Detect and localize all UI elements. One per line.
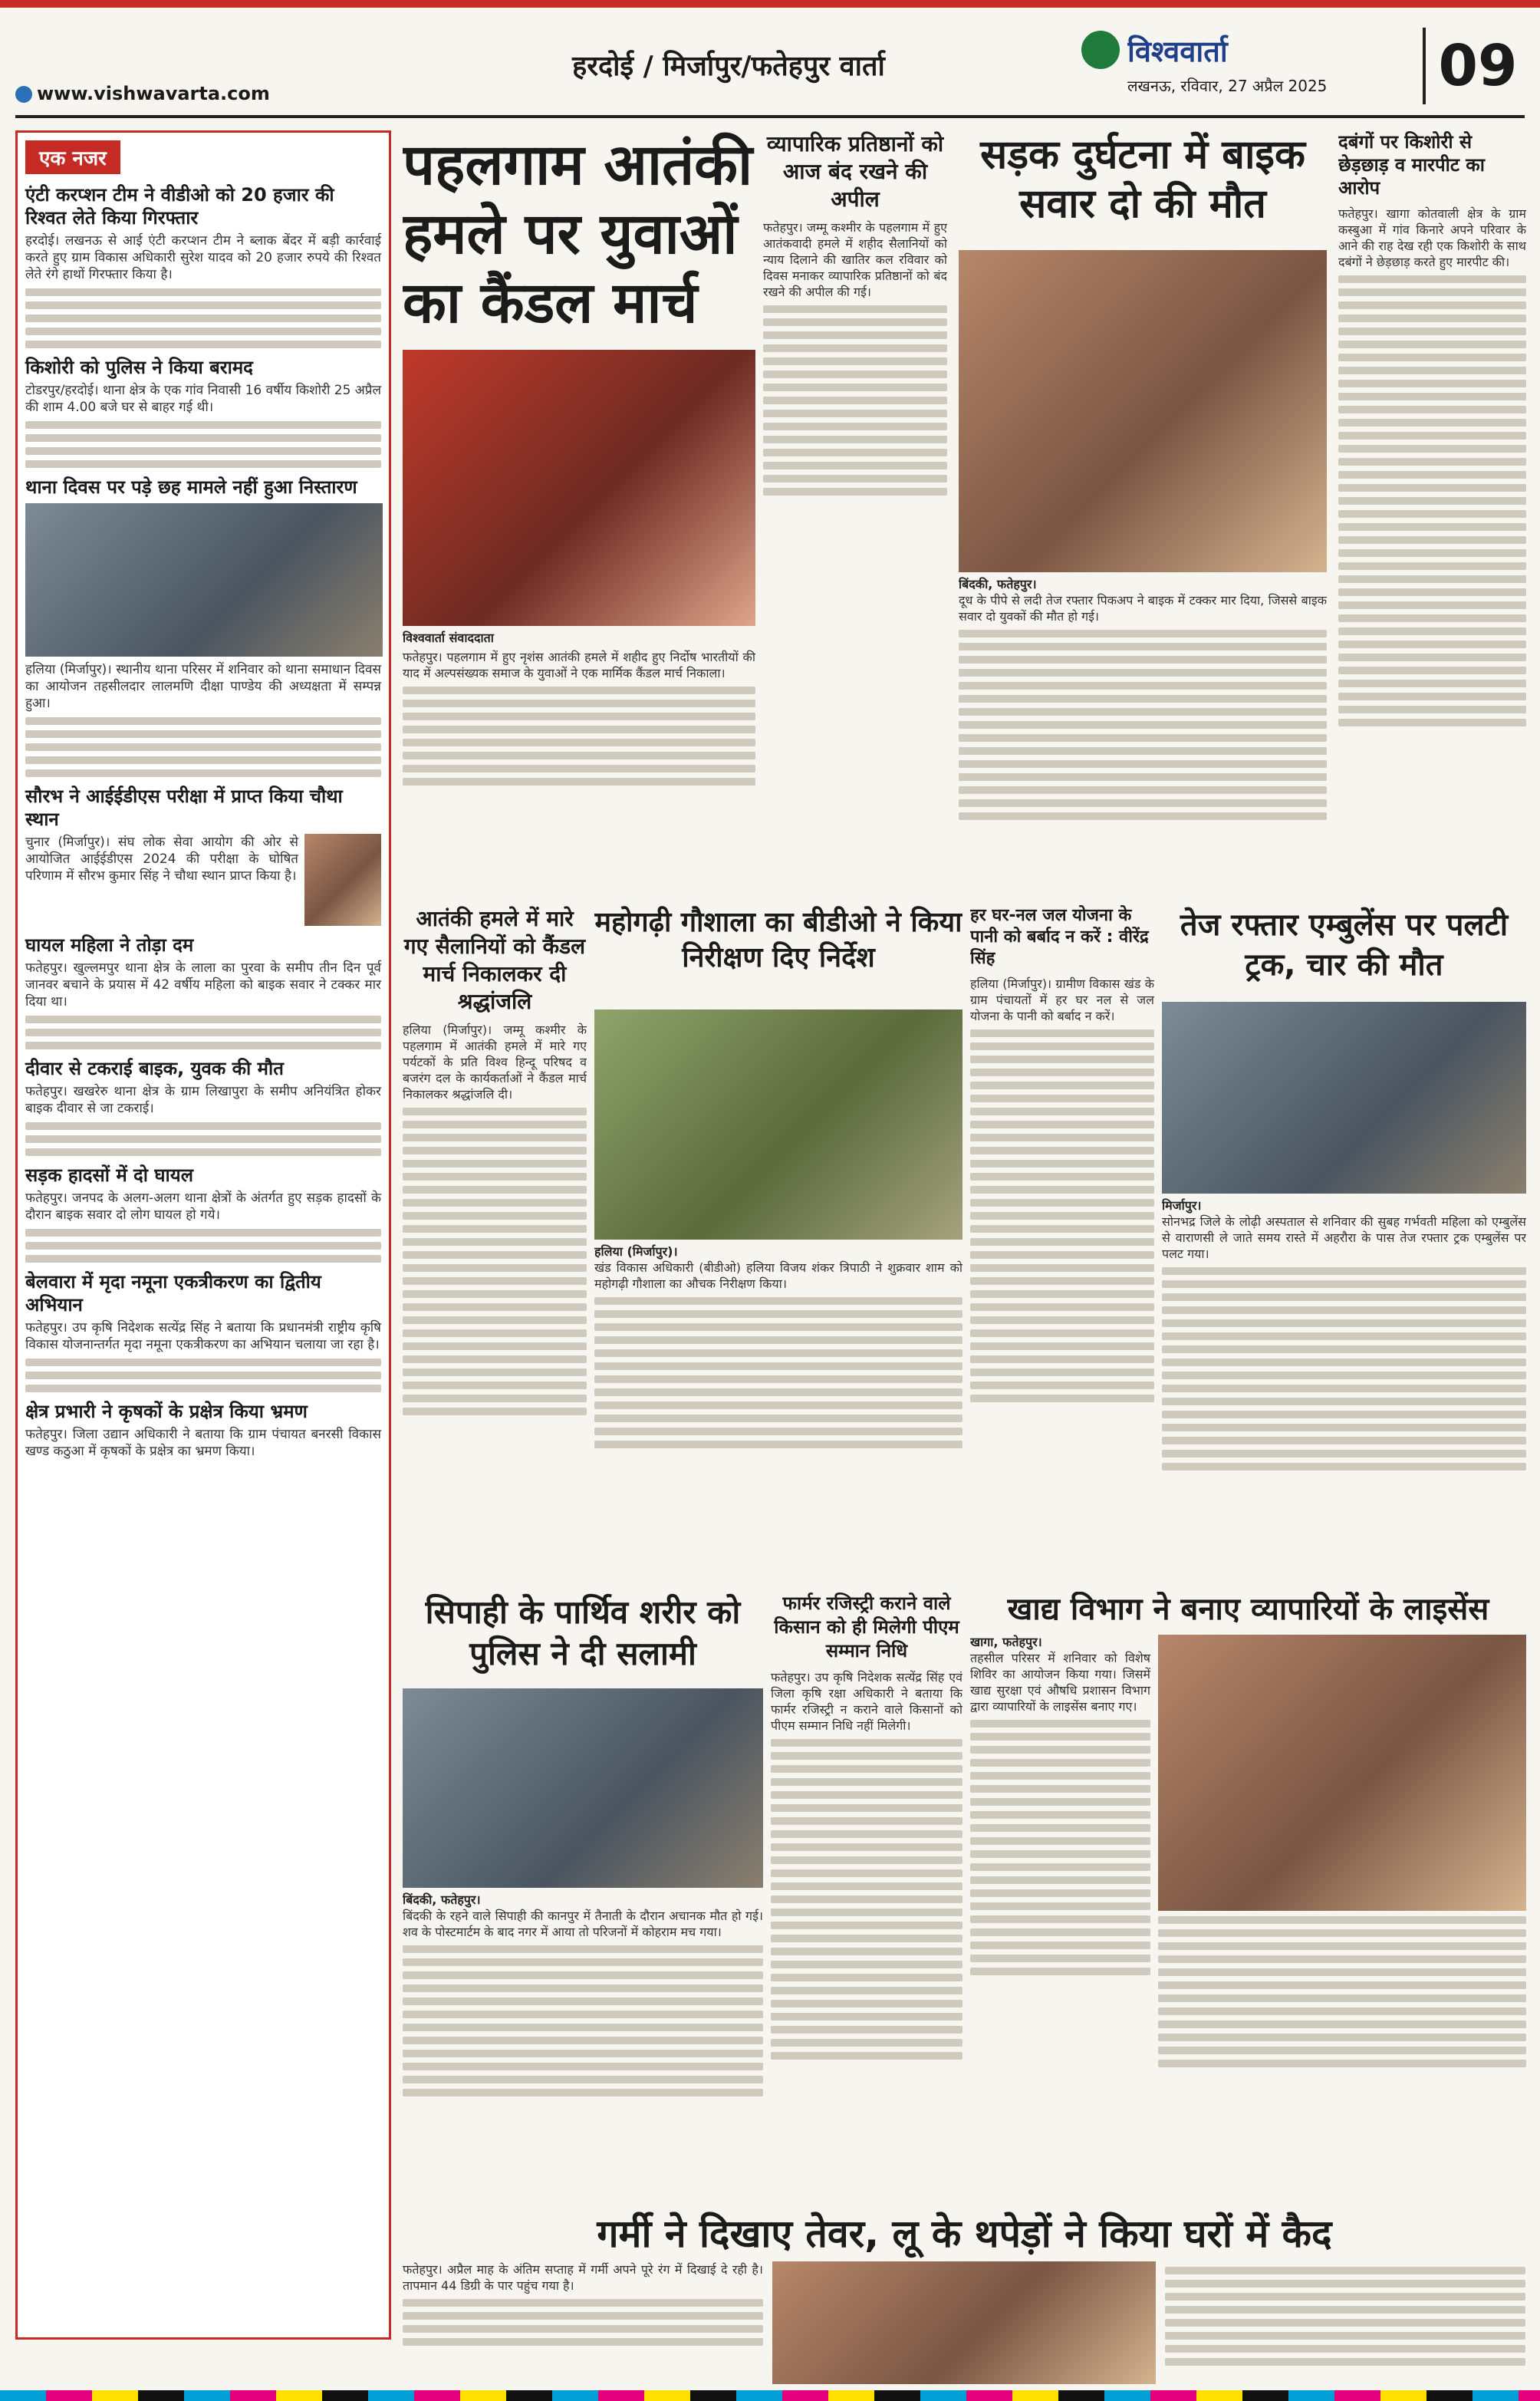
section-title: हरदोई / मिर्जापुर/फतेहपुर वार्ता bbox=[572, 51, 885, 82]
text-filler bbox=[25, 1229, 381, 1263]
sidebar-ek-nazar bbox=[15, 130, 391, 2340]
article-molestation bbox=[1338, 130, 1526, 905]
text-filler bbox=[25, 1359, 381, 1392]
article-headline: गर्मी ने दिखाए तेवर, लू के थपेड़ों ने किया घरों में कैद bbox=[597, 2212, 1332, 2256]
article-road-accident bbox=[959, 130, 1327, 905]
article-headline: तेज रफ्तार एम्बुलेंस पर पलटी ट्रक, चार की मौत bbox=[1180, 907, 1509, 983]
article-ambulance bbox=[1162, 905, 1526, 1580]
sidebar-item-body: फतेहपुर। जनपद के अलग-अलग थाना क्षेत्रों के अंतर्गत हुए सड़क हादसों के दौरान बाइक सवार दो लोग घायल हो गये। bbox=[25, 1191, 381, 1223]
text-filler bbox=[403, 1945, 763, 2096]
goshala-photo bbox=[594, 1009, 962, 1240]
article-headline: हर घर-नल जल योजना के पानी को बर्बाद न करें : वीरेंद्र सिंह bbox=[970, 906, 1149, 968]
text-filler bbox=[1158, 1916, 1526, 2067]
article-body: फतेहपुर। पहलगाम में हुए नृशंस आतंकी हमले में शहीद हुए निर्दोष भारतीयों की याद में अल्पसंख्यक समाज के युवाओं ने एक मार्मिक कैंडल मार्च निकाला। bbox=[403, 650, 755, 680]
sidebar-item bbox=[25, 1270, 381, 1392]
soldier-funeral-photo bbox=[403, 1688, 763, 1888]
sidebar-item bbox=[25, 356, 381, 468]
photo-caption: खागा, फतेहपुर। bbox=[970, 1635, 1042, 1649]
article-body: फतेहपुर। अप्रैल माह के अंतिम सप्ताह में गर्मी अपने पूरे रंग में दिखाई दे रही है। तापमान 44 डिग्री के पार पहुंच गया है। bbox=[403, 2262, 763, 2293]
article-body: सोनभद्र जिले के लोढ़ी अस्पताल से शनिवार की सुबह गर्भवती महिला को एम्बुलेंस से वाराणसी ले जाते समय रास्ते में अहरौरा के पास तेज रफ्तार ट्रक एम्बुलेंस पर पलट गया। bbox=[1162, 1214, 1526, 1261]
text-filler bbox=[1165, 2261, 1525, 2384]
sidebar-item bbox=[25, 1164, 381, 1263]
website-link[interactable] bbox=[15, 83, 337, 110]
article-headline: फार्मर रजिस्ट्री कराने वाले किसान को ही मिलेगी पीएम सम्मान निधि bbox=[774, 1592, 959, 1662]
sidebar-item-head: किशोरी को पुलिस ने किया बरामद bbox=[25, 357, 253, 378]
sidebar-item-head: एंटी करप्शन टीम ने वीडीओ को 20 हजार की रिश्वत लेते किया गिरफ्तार bbox=[25, 184, 334, 229]
sidebar-item-body: हरदोई। लखनऊ से आई एंटी करप्शन टीम ने ब्लाक बेंदर में बड़ी कार्रवाई करते हुए ग्राम विकास अधिकारी सुरेश यादव को 20 हजार रुपये की रिश्वत लेते रंगे हाथों गिरफ्तार किया है। bbox=[25, 233, 381, 282]
website-text: www.vishwavarta.com bbox=[37, 83, 270, 104]
article-headline: व्यापारिक प्रतिष्ठानों को आज बंद रखने की अपील bbox=[766, 131, 944, 212]
text-filler bbox=[403, 687, 755, 786]
sidebar-item-body: टोडरपुर/हरदोई। थाना क्षेत्र के एक गांव निवासी 16 वर्षीय किशोरी 25 अप्रैल की शाम 4.00 बजे घर से बाहर गई थी। bbox=[25, 383, 381, 415]
sidebar-item-body: चुनार (मिर्जापुर)। संघ लोक सेवा आयोग की ओर से आयोजित आईईडीएस 2024 की परीक्षा के घोषित परिणाम में सौरभ कुमार सिंह ने चौथा स्थान प्राप्त किया है। bbox=[25, 835, 298, 884]
heat-wave-photo bbox=[772, 2261, 1156, 2384]
ambulance-wreck-photo bbox=[1162, 1002, 1526, 1194]
sidebar-item bbox=[25, 1057, 381, 1156]
article-soldier-salute bbox=[403, 1592, 763, 2198]
sidebar-item-body: फतेहपुर। खखरेरु थाना क्षेत्र के ग्राम लिखापुरा के समीप अनियंत्रित होकर बाइक दीवार से जा टकराई। bbox=[25, 1084, 381, 1116]
article-headline: महोगढ़ी गौशाला का बीडीओ ने किया निरीक्षण दिए निर्देश bbox=[594, 907, 962, 973]
article-candle-march bbox=[403, 130, 755, 821]
article-body: खंड विकास अधिकारी (बीडीओ) हलिया विजय शंकर त्रिपाठी ने शुक्रवार शाम को महोगढ़ी गौशाला का औचक निरीक्षण किया। bbox=[594, 1260, 962, 1291]
sidebar-item bbox=[25, 183, 381, 348]
photo-caption: मिर्जापुर। bbox=[1162, 1198, 1202, 1213]
article-body: फतेहपुर। खागा कोतवाली क्षेत्र के ग्राम कस्बुआ में गांव किनारे अपने परिवार के आने की राह देख रही एक किशोरी के साथ दबंगों ने छेड़छाड़ करते हुए मारपीट की। bbox=[1338, 206, 1526, 269]
article-water-scheme bbox=[970, 905, 1154, 1580]
article-body: हलिया (मिर्जापुर)। ग्रामीण विकास खंड के ग्राम पंचायतों में हर घर नल से जल योजना के पानी को बर्बाद न करें। bbox=[970, 977, 1154, 1023]
header-rule bbox=[15, 115, 1525, 118]
sidebar-item-head: दीवार से टकराई बाइक, युवक की मौत bbox=[25, 1058, 284, 1079]
sidebar-item bbox=[25, 785, 381, 926]
food-camp-photo bbox=[1158, 1635, 1526, 1911]
text-filler bbox=[1338, 275, 1526, 726]
article-body: फतेहपुर। उप कृषि निदेशक सत्येंद्र सिंह एवं जिला कृषि रक्षा अधिकारी ने बताया कि फार्मर रजिस्ट्री न कराने वाले किसानों को पीएम सम्मान निधि नहीं मिलेगी। bbox=[771, 1670, 962, 1733]
sidebar-item-body: फतेहपुर। खुल्लमपुर थाना क्षेत्र के लाला का पुरवा के समीप तीन दिन पूर्व जानवर बचाने के प्रयास में 42 वर्षीय महिला को बाइक सवार ने टक्कर मार दिया था। bbox=[25, 960, 381, 1009]
paper-name: विश्ववार्ता bbox=[1127, 35, 1228, 68]
article-body: तहसील परिसर में शनिवार को विशेष शिविर का आयोजन किया गया। जिसमें खाद्य सुरक्षा एवं औषधि प्रशासन विभाग द्वारा व्यापारियों के लाइसेंस बनाए गए। bbox=[970, 1651, 1150, 1714]
candle-march-photo bbox=[403, 350, 755, 626]
article-headline: सिपाही के पार्थिव शरीर को पुलिस ने दी सलामी bbox=[425, 1593, 741, 1672]
text-filler bbox=[959, 630, 1327, 820]
text-filler bbox=[771, 1739, 962, 2060]
sidebar-item-body: हलिया (मिर्जापुर)। स्थानीय थाना परिसर में शनिवार को थाना समाधान दिवस का आयोजन तहसीलदार लालमणि दीक्षा पाण्डेय की अध्यक्षता में सम्पन्न हुआ। bbox=[25, 662, 381, 711]
article-farmer-registry bbox=[771, 1592, 962, 2198]
article-goshala bbox=[594, 905, 962, 1580]
sidebar-item-head: सौरभ ने आईईडीएस परीक्षा में प्राप्त किया चौथा स्थान bbox=[25, 786, 343, 830]
sidebar-item-head: थाना दिवस पर पड़े छह मामले नहीं हुआ निस्तारण bbox=[25, 476, 357, 498]
logo-icon bbox=[1081, 31, 1120, 69]
article-headline: आतंकी हमले में मारे गए सैलानियों को कैंडल मार्च निकालकर दी श्रद्धांजलि bbox=[403, 906, 586, 1014]
sidebar-item bbox=[25, 934, 381, 1049]
photo-caption: विश्ववार्ता संवाददाता bbox=[403, 631, 494, 645]
sidebar-item-body: फतेहपुर। उप कृषि निदेशक सत्येंद्र सिंह ने बताया कि प्रधानमंत्री राष्ट्रीय कृषि विकास योजनान्तर्गत मृदा नमूना एकत्रीकरण का अभियान चलाया जा रहा है। bbox=[25, 1320, 381, 1352]
text-filler bbox=[403, 2299, 763, 2346]
article-shop-appeal bbox=[763, 130, 947, 583]
text-filler bbox=[25, 1016, 381, 1049]
sidebar-item-head: क्षेत्र प्रभारी ने कृषकों के प्रक्षेत्र किया भ्रमण bbox=[25, 1401, 308, 1422]
portrait-photo bbox=[304, 834, 381, 926]
article-headline: खाद्य विभाग ने बनाए व्यापारियों के लाइसेंस bbox=[1007, 1592, 1489, 1627]
article-headline: दबंगों पर किशोरी से छेड़छाड़ व मारपीट का आरोप bbox=[1338, 131, 1485, 199]
text-filler bbox=[1162, 1267, 1526, 1471]
article-heat-wave bbox=[403, 2209, 1526, 2386]
photo-caption: बिंदकी, फतेहपुर। bbox=[959, 577, 1037, 591]
text-filler bbox=[25, 288, 381, 348]
sidebar-item-head: बेलवारा में मृदा नमूना एकत्रीकरण का द्वितीय अभियान bbox=[25, 1271, 321, 1316]
text-filler bbox=[763, 305, 947, 496]
article-headline: सड़क दुर्घटना में बाइक सवार दो की मौत bbox=[980, 132, 1305, 227]
sidebar-item bbox=[25, 1400, 381, 1460]
text-filler bbox=[25, 1122, 381, 1156]
photo-caption: बिंदकी, फतेहपुर। bbox=[403, 1892, 481, 1907]
top-red-bar bbox=[0, 0, 1540, 8]
globe-icon bbox=[15, 86, 32, 103]
text-filler bbox=[970, 1029, 1154, 1402]
text-filler bbox=[403, 1108, 587, 1415]
article-body: हलिया (मिर्जापुर)। जम्मू कश्मीर के पहलगाम में आतंकी हमले में मारे गए पर्यटकों के प्रति विश्व हिन्दू परिषद व बजरंग दल के कार्यकर्ताओं ने कैंडल मार्च निकालकर श्रद्धांजलि दी। bbox=[403, 1023, 587, 1102]
thana-photo bbox=[25, 503, 383, 657]
page-number: 09 bbox=[1423, 28, 1530, 104]
dateline: लखनऊ, रविवार, 27 अप्रैल 2025 bbox=[1127, 77, 1328, 95]
text-filler bbox=[25, 421, 381, 468]
color-registration-strip bbox=[0, 2390, 1540, 2401]
article-body: दूध के पीपे से लदी तेज रफ्तार पिकअप ने बाइक में टक्कर मार दिया, जिससे बाइक सवार दो युवकों की मौत हो गई। bbox=[959, 593, 1327, 624]
sidebar-badge: एक नजर bbox=[25, 140, 120, 174]
accident-crowd-photo bbox=[959, 250, 1327, 572]
article-tribute bbox=[403, 905, 587, 1580]
sidebar-item-head: सड़क हादसों में दो घायल bbox=[25, 1164, 193, 1186]
photo-caption: हलिया (मिर्जापुर)। bbox=[594, 1244, 678, 1259]
article-body: बिंदकी के रहने वाले सिपाही की कानपुर में तैनाती के दौरान अचानक मौत हो गई। शव के पोस्टमार्टम के बाद नगर में आया तो परिजनों में कोहराम मच गया। bbox=[403, 1909, 763, 1939]
article-food-license bbox=[970, 1592, 1526, 2198]
article-headline: पहलगाम आतंकी हमले पर युवाओं का कैंडल मार्च bbox=[403, 132, 753, 336]
sidebar-item-body: फतेहपुर। जिला उद्यान अधिकारी ने बताया कि ग्राम पंचायत बनरसी विकास खण्ड कठुआ में कृषकों के प्रक्षेत्र का भ्रमण किया। bbox=[25, 1427, 381, 1459]
sidebar-item bbox=[25, 476, 381, 777]
sidebar-item-head: घायल महिला ने तोड़ा दम bbox=[25, 934, 194, 956]
article-body: फतेहपुर। जम्मू कश्मीर के पहलगाम में हुए आतंकवादी हमले में शहीद सैलानियों को न्याय दिलाने की खातिर कल रविवार को दिवस मनाकर व्यापारिक प्रतिष्ठानों को बंद रखने की अपील की गई। bbox=[763, 220, 947, 299]
text-filler bbox=[594, 1297, 962, 1448]
text-filler bbox=[970, 1720, 1150, 1975]
text-filler bbox=[25, 717, 381, 777]
